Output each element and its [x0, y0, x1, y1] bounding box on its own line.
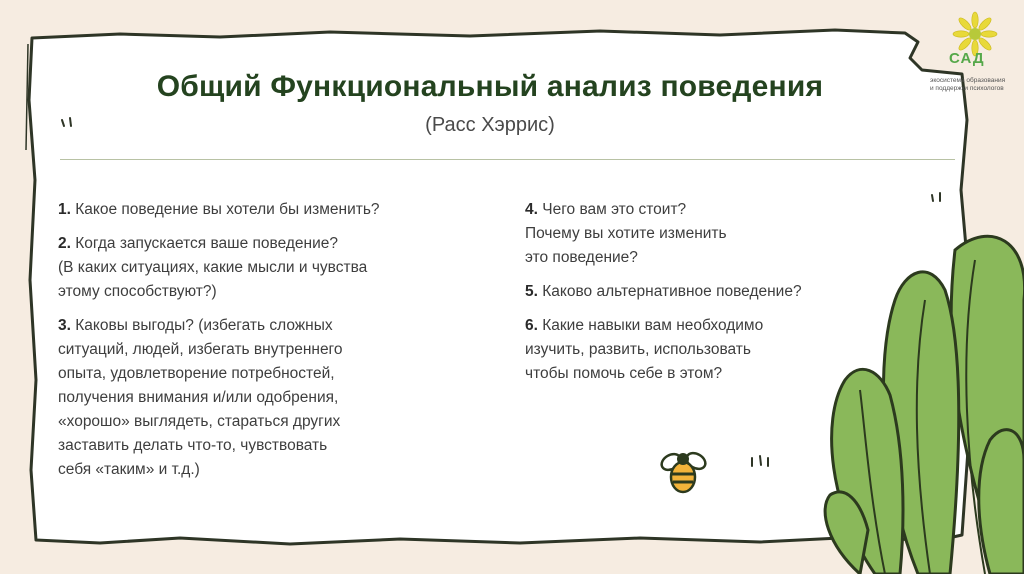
question-text: Каково альтернативное поведение? — [542, 283, 802, 300]
questions-left-column — [58, 198, 478, 492]
page-subtitle: (Расс Хэррис) — [425, 114, 555, 136]
question-number: 1. — [58, 201, 71, 218]
question-item — [525, 280, 915, 304]
question-text: Чего вам это стоит? Почему вы хотите изменить это поведение? — [525, 201, 727, 266]
page-title: Общий Функциональный анализ поведения — [156, 70, 824, 103]
question-number: 4. — [525, 201, 538, 218]
question-text: Какие навыки вам необходимо изучить, развить, использовать чтобы помочь себе в этом? — [525, 317, 764, 382]
question-item — [525, 314, 915, 386]
divider — [60, 159, 955, 160]
question-number: 6. — [525, 317, 538, 334]
logo-tagline: экосистема образования и поддержки психологов — [930, 77, 1006, 92]
question-item — [58, 314, 478, 482]
logo-name: САД — [949, 50, 985, 67]
question-number: 5. — [525, 283, 538, 300]
question-text: Когда запускается ваше поведение? (В каких ситуациях, какие мысли и чувства этому способствуют?) — [58, 235, 368, 300]
question-number: 3. — [58, 317, 71, 334]
question-item — [525, 198, 915, 270]
question-item — [58, 232, 478, 304]
questions-right-column — [525, 198, 915, 396]
question-number: 2. — [58, 235, 71, 252]
question-text: Какое поведение вы хотели бы изменить? — [75, 201, 380, 218]
question-item — [58, 198, 478, 222]
question-text: Каковы выгоды? (избегать сложных ситуаций, людей, избегать внутреннего опыта, удовлетворение потребностей, получения внимания и/или одобрения, «хорошо» выглядеть, стараться других заставить делать что-то, чувствовать себя «таким» и т.д.) — [58, 317, 343, 478]
